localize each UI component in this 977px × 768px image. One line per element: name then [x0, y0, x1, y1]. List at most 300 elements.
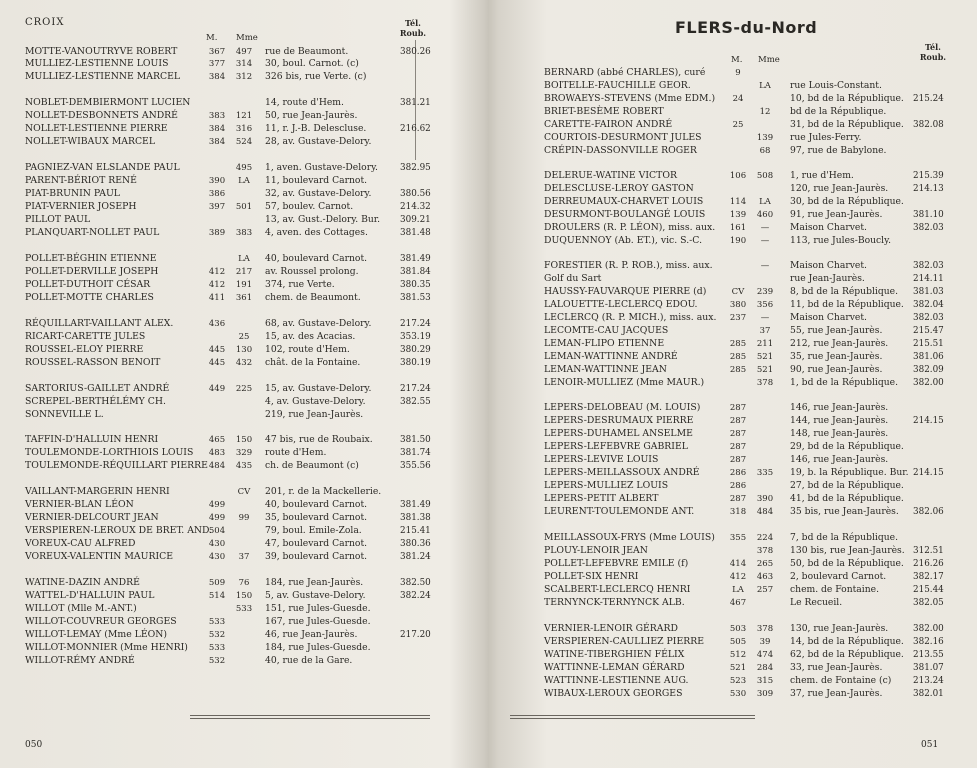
left-bottom-rule-2: [190, 718, 430, 719]
directory-entry: [500, 67, 977, 79]
directory-entry: [500, 235, 977, 247]
entry-name: LALOUETTE-LECLERCQ EDOU.: [544, 299, 698, 310]
right-bottom-rule: [510, 715, 755, 716]
entry-name: MOTTE-VANOUTRYVE ROBERT: [25, 46, 178, 57]
entry-mme-code: 224: [756, 533, 774, 543]
directory-entry: [500, 299, 977, 311]
entry-phone: 382.16: [913, 637, 944, 647]
entry-phone: 309.21: [400, 215, 431, 225]
directory-entry: [0, 292, 462, 304]
directory-entry: [0, 447, 462, 459]
entry-m-code: 237: [729, 313, 747, 323]
directory-entry: [0, 71, 462, 83]
entry-name: CARETTE-FAIRON ANDRÉ: [544, 119, 673, 130]
entry-phone: 355.56: [400, 461, 431, 471]
entry-address: 55, rue Jean-Jaurès.: [790, 325, 883, 336]
entry-address: 68, av. Gustave-Delory.: [265, 318, 372, 329]
entry-m-code: 287: [729, 403, 747, 413]
directory-entry: [0, 642, 462, 654]
entry-m-code: 514: [208, 591, 226, 601]
directory-entry: [500, 688, 977, 700]
directory-entry: [0, 460, 462, 472]
entry-address: 7, bd de la République.: [790, 532, 899, 543]
entry-phone: 217.24: [400, 384, 431, 394]
entry-name: SARTORIUS-GAILLET ANDRÉ: [25, 383, 170, 394]
entry-mme-code: 508: [756, 171, 774, 181]
entry-mme-code: —: [760, 223, 770, 233]
entry-name: VERSPIEREN-CAULLIEZ PIERRE: [544, 636, 705, 647]
left-col-mme-heading: Mme: [236, 33, 258, 43]
entry-address: 148, rue Jean-Jaurès.: [790, 428, 889, 439]
entry-mme-code: 484: [756, 507, 774, 517]
directory-entry: [0, 577, 462, 589]
entry-m-code: 287: [729, 494, 747, 504]
entry-name: POLLET-MOTTE CHARLES: [25, 292, 154, 303]
entry-address: 33, rue Jean-Jaurès.: [790, 662, 883, 673]
directory-entry: [500, 273, 977, 285]
entry-phone: 380.29: [400, 345, 431, 355]
entry-address: 28, av. Gustave-Delory.: [265, 136, 372, 147]
entry-address: 151, rue Jules-Guesde.: [265, 603, 371, 614]
entry-name: WATINE-DAZIN ANDRÉ: [25, 577, 140, 588]
entry-address: 35 bis, rue Jean-Jaurès.: [790, 506, 899, 517]
directory-entry: [0, 175, 462, 187]
directory-entry: [0, 486, 462, 498]
entry-address: chem. de Fontaine (c): [790, 675, 892, 686]
entry-m-code: 532: [208, 630, 226, 640]
directory-entry: [500, 377, 977, 389]
entry-mme-code: 12: [759, 107, 771, 117]
entry-address: chem. de Beaumont.: [265, 292, 361, 303]
entry-mme-code: CV: [237, 487, 251, 497]
entry-phone: 381.74: [400, 448, 431, 458]
entry-m-code: 139: [729, 210, 747, 220]
entry-name: LEMAN-WATTINNE JEAN: [544, 364, 667, 375]
entry-m-code: 377: [208, 59, 226, 69]
directory-entry: [500, 170, 977, 182]
directory-entry: [500, 428, 977, 440]
entry-mme-code: 378: [756, 546, 774, 556]
entry-name: NOLLET-LESTIENNE PIERRE: [25, 123, 168, 134]
entry-name: SONNEVILLE L.: [25, 409, 104, 420]
directory-entry: [500, 145, 977, 157]
right-page-header: FLERS-du-Nord: [675, 18, 818, 37]
directory-entry: [0, 655, 462, 667]
entry-name: BRIET-BESÈME ROBERT: [544, 106, 664, 117]
directory-entry: [500, 675, 977, 687]
entry-name: VERNIER-DELCOURT JEAN: [25, 512, 159, 523]
entry-address: 50, rue Jean-Jaurès.: [265, 110, 358, 121]
entry-mme-code: 501: [235, 202, 253, 212]
entry-phone: 382.03: [913, 261, 944, 271]
directory-entry: [500, 597, 977, 609]
directory-entry: [0, 396, 462, 408]
entry-phone: 215.41: [400, 526, 431, 536]
directory-entry: [0, 136, 462, 148]
entry-phone: 381.21: [400, 98, 431, 108]
entry-m-code: 384: [208, 137, 226, 147]
directory-entry: [500, 312, 977, 324]
entry-m-code: 285: [729, 339, 747, 349]
directory-entry: [0, 434, 462, 446]
entry-name: SCREPEL-BERTHÉLÉMY CH.: [25, 396, 166, 407]
entry-mme-code: 315: [756, 676, 774, 686]
entry-address: 184, rue Jules-Guesde.: [265, 642, 371, 653]
entry-name: MULLIEZ-LESTIENNE LOUIS: [25, 58, 169, 69]
entry-mme-code: 524: [235, 137, 253, 147]
left-page: [0, 0, 462, 768]
entry-name: RICART-CARETTE JULES: [25, 331, 146, 342]
directory-entry: [500, 325, 977, 337]
directory-entry: [0, 616, 462, 628]
entry-phone: 213.55: [913, 650, 944, 660]
entry-mme-code: 37: [759, 326, 771, 336]
directory-entry: [0, 331, 462, 343]
entry-m-code: 412: [208, 267, 226, 277]
entry-mme-code: 356: [756, 300, 774, 310]
entry-phone: 380.26: [400, 47, 431, 57]
entry-address: 19, b. la République. Bur.: [790, 467, 909, 478]
directory-entry: [500, 506, 977, 518]
entry-address: Maison Charvet.: [790, 312, 867, 323]
entry-m-code: 397: [208, 202, 226, 212]
directory-entry: [0, 201, 462, 213]
entry-name: TAFFIN-D'HALLUIN HENRI: [25, 434, 159, 445]
entry-address: 32, av. Gustave-Delory.: [265, 188, 372, 199]
entry-address: 97, rue de Babylone.: [790, 145, 887, 156]
entry-name: VERNIER-LENOIR GÉRARD: [544, 623, 678, 634]
entry-mme-code: 76: [238, 578, 250, 588]
entry-address: Maison Charvet.: [790, 222, 867, 233]
entry-address: 4, aven. des Cottages.: [265, 227, 368, 238]
entry-m-code: 430: [208, 539, 226, 549]
entry-address: 31, bd de la République.: [790, 119, 904, 130]
entry-phone: 215.24: [913, 94, 944, 104]
entry-mme-code: 383: [235, 228, 253, 238]
entry-name: DERREUMAUX-CHARVET LOUIS: [544, 196, 704, 207]
right-page: [500, 0, 977, 768]
entry-mme-code: 257: [756, 585, 774, 595]
entry-m-code: 389: [208, 228, 226, 238]
directory-entry: [0, 409, 462, 421]
entry-name: ROUSSEL-RASSON BENOIT: [25, 357, 161, 368]
entry-mme-code: 474: [756, 650, 774, 660]
entry-address: ch. de Beaumont (c): [265, 460, 359, 471]
entry-m-code: LA: [732, 585, 744, 595]
directory-entry: [500, 209, 977, 221]
entry-address: 1, bd de la République.: [790, 377, 899, 388]
entry-phone: 381.38: [400, 513, 431, 523]
entry-m-code: 318: [729, 507, 747, 517]
entry-phone: 382.01: [913, 689, 944, 699]
entry-phone: 216.26: [913, 559, 944, 569]
entry-address: chem. de Fontaine.: [790, 584, 879, 595]
directory-entry: [0, 538, 462, 550]
entry-address: 130 bis, rue Jean-Jaurès.: [790, 545, 905, 556]
entry-m-code: 286: [729, 481, 747, 491]
entry-m-code: 503: [729, 624, 747, 634]
directory-entry: [0, 499, 462, 511]
entry-m-code: 25: [732, 120, 744, 130]
entry-name: LEMAN-WATTINNE ANDRÉ: [544, 351, 678, 362]
entry-name: LEPERS-DELOBEAU (M. LOUIS): [544, 402, 701, 413]
entry-address: 374, rue Verte.: [265, 279, 335, 290]
entry-mme-code: 361: [235, 293, 253, 303]
entry-m-code: 412: [729, 572, 747, 582]
entry-address: rue de Beaumont.: [265, 46, 349, 57]
entry-m-code: 445: [208, 358, 226, 368]
entry-name: LEPERS-LEVIVE LOUIS: [544, 454, 659, 465]
entry-name: RÉQUILLART-VAILLANT ALEX.: [25, 318, 174, 329]
directory-entry: [500, 584, 977, 596]
entry-phone: 381.06: [913, 352, 944, 362]
entry-address: 47 bis, rue de Roubaix.: [265, 434, 373, 445]
entry-mme-code: 225: [235, 384, 253, 394]
entry-address: 146, rue Jean-Jaurès.: [790, 454, 889, 465]
directory-entry: [500, 402, 977, 414]
entry-m-code: 390: [208, 176, 226, 186]
entry-mme-code: 139: [756, 133, 774, 143]
entry-phone: 382.95: [400, 163, 431, 173]
left-bottom-rule: [190, 715, 430, 716]
entry-name: LECOMTE-CAU JACQUES: [544, 325, 669, 336]
entry-mme-code: 495: [235, 163, 253, 173]
entry-mme-code: 521: [756, 365, 774, 375]
entry-address: 1, aven. Gustave-Delory.: [265, 162, 378, 173]
entry-m-code: 533: [208, 643, 226, 653]
entry-mme-code: 390: [756, 494, 774, 504]
entry-address: 4, av. Gustave-Delory.: [265, 396, 366, 407]
right-col-mme-heading: Mme: [758, 55, 780, 65]
entry-name: POLLET-DUTHOIT CÉSAR: [25, 279, 151, 290]
left-col-m-heading: M.: [206, 33, 218, 43]
entry-address: 91, rue Jean-Jaurès.: [790, 209, 883, 220]
entry-address: 146, rue Jean-Jaurès.: [790, 402, 889, 413]
entry-phone: 214.32: [400, 202, 431, 212]
entry-m-code: 286: [729, 468, 747, 478]
entry-name: PAGNIEZ-VAN ELSLANDE PAUL: [25, 162, 180, 173]
directory-entry: [500, 441, 977, 453]
entry-name: LEPERS-MEILLASSOUX ANDRÉ: [544, 467, 700, 478]
entry-m-code: 532: [208, 656, 226, 666]
entry-m-code: 499: [208, 513, 226, 523]
entry-phone: 381.24: [400, 552, 431, 562]
right-bottom-rule-2: [510, 718, 755, 719]
entry-m-code: 411: [208, 293, 226, 303]
entry-m-code: 287: [729, 429, 747, 439]
directory-entry: [500, 662, 977, 674]
entry-name: VOREUX-VALENTIN MAURICE: [25, 551, 174, 562]
entry-mme-code: 497: [235, 47, 253, 57]
entry-address: 35, rue Jean-Jaurès.: [790, 351, 883, 362]
directory-entry: [500, 364, 977, 376]
entry-mme-code: LA: [759, 81, 771, 91]
entry-address: 39, boulevard Carnot.: [265, 551, 368, 562]
directory-entry: [500, 338, 977, 350]
entry-name: PILLOT PAUL: [25, 214, 91, 225]
entry-name: HAUSSY-FAUVARQUE PIERRE (d): [544, 286, 707, 297]
entry-mme-code: 316: [235, 124, 253, 134]
entry-name: VAILLANT-MARGERIN HENRI: [25, 486, 170, 497]
entry-address: chât. de la Fontaine.: [265, 357, 361, 368]
entry-phone: 381.03: [913, 287, 944, 297]
entry-name: POLLET-DERVILLE JOSEPH: [25, 266, 159, 277]
entry-name: LEMAN-FLIPO ETIENNE: [544, 338, 665, 349]
entry-m-code: 414: [729, 559, 747, 569]
entry-name: PIAT-VERNIER JOSEPH: [25, 201, 137, 212]
directory-entry: [500, 532, 977, 544]
entry-phone: 381.50: [400, 435, 431, 445]
entry-address: 41, bd de la République.: [790, 493, 904, 504]
entry-phone: 382.50: [400, 578, 431, 588]
directory-entry: [500, 545, 977, 557]
entry-name: WATTEL-D'HALLUIN PAUL: [25, 590, 155, 601]
entry-mme-code: 378: [756, 378, 774, 388]
entry-mme-code: 309: [756, 689, 774, 699]
entry-phone: 214.13: [913, 184, 944, 194]
directory-entry: [0, 318, 462, 330]
entry-address: 212, rue Jean-Jaurès.: [790, 338, 889, 349]
directory-entry: [500, 623, 977, 635]
entry-mme-code: 239: [756, 287, 774, 297]
entry-m-code: 285: [729, 365, 747, 375]
directory-entry: [0, 46, 462, 58]
directory-entry: [0, 123, 462, 135]
entry-name: MULLIEZ-LESTIENNE MARCEL: [25, 71, 181, 82]
entry-phone: 213.24: [913, 676, 944, 686]
entry-name: DELESCLUSE-LEROY GASTON: [544, 183, 694, 194]
entry-address: 50, bd de la République.: [790, 558, 904, 569]
entry-address: 27, bd de la République.: [790, 480, 904, 491]
directory-entry: [500, 260, 977, 272]
directory-entry: [0, 279, 462, 291]
entry-mme-code: 150: [235, 591, 253, 601]
entry-name: BOITELLE-FAUCHILLE GEOR.: [544, 80, 691, 91]
entry-address: rue Louis-Constant.: [790, 80, 882, 91]
entry-address: 57, boulev. Carnot.: [265, 201, 354, 212]
entry-mme-code: 37: [238, 552, 250, 562]
entry-mme-code: 335: [756, 468, 774, 478]
entry-mme-code: 211: [756, 339, 774, 349]
directory-entry: [500, 636, 977, 648]
entry-name: WILLOT-LEMAY (Mme LÉON): [25, 629, 168, 640]
entry-m-code: 9: [735, 68, 741, 78]
left-col-tel-heading: Tél. Roub.: [399, 18, 427, 38]
entry-address: 14, route d'Hem.: [265, 97, 344, 108]
entry-name: BERNARD (abbé CHARLES), curé: [544, 67, 706, 78]
entry-name: BROWAEYS-STEVENS (Mme EDM.): [544, 93, 716, 104]
entry-name: DROULERS (R. P. LÉON), miss. aux.: [544, 222, 716, 233]
entry-name: PARENT-BÉRIOT RENÉ: [25, 175, 137, 186]
directory-entry: [500, 571, 977, 583]
entry-name: LEPERS-DESRUMAUX PIERRE: [544, 415, 694, 426]
directory-entry: [500, 467, 977, 479]
entry-address: 90, rue Jean-Jaurès.: [790, 364, 883, 375]
entry-address: 1, rue d'Hem.: [790, 170, 854, 181]
entry-name: POLLET-LEFEBVRE EMILE (f): [544, 558, 689, 569]
entry-mme-code: 39: [759, 637, 771, 647]
entry-mme-code: 435: [235, 461, 253, 471]
entry-name: VERNIER-BLAN LÉON: [25, 499, 134, 510]
directory-entry: [500, 558, 977, 570]
entry-address: 201, r. de la Mackellerie.: [265, 486, 382, 497]
entry-address: 326 bis, rue Verte. (c): [265, 71, 367, 82]
entry-mme-code: 130: [235, 345, 253, 355]
entry-name: POLLET-BÉGHIN ETIENNE: [25, 253, 157, 264]
entry-phone: 382.17: [913, 572, 944, 582]
entry-phone: 381.07: [913, 663, 944, 673]
directory-entry: [0, 188, 462, 200]
entry-mme-code: 284: [756, 663, 774, 673]
entry-m-code: 523: [729, 676, 747, 686]
entry-m-code: 521: [729, 663, 747, 673]
directory-entry: [0, 266, 462, 278]
entry-m-code: 161: [729, 223, 747, 233]
entry-name: WILLOT (Mlle M.-ANT.): [25, 603, 137, 614]
directory-entry: [500, 106, 977, 118]
entry-phone: 215.51: [913, 339, 944, 349]
entry-name: MEILLASSOUX-FRYS (Mme LOUIS): [544, 532, 715, 543]
entry-address: route d'Hem.: [265, 447, 327, 458]
entry-name: TOULEMONDE-RÉQUILLART PIERRE: [25, 460, 208, 471]
directory-entry: [0, 525, 462, 537]
entry-m-code: 467: [729, 598, 747, 608]
entry-address: 2, boulevard Carnot.: [790, 571, 887, 582]
entry-m-code: 449: [208, 384, 226, 394]
entry-m-code: 355: [729, 533, 747, 543]
entry-mme-code: 150: [235, 435, 253, 445]
directory-entry: [0, 603, 462, 615]
entry-name: WILLOT-MONNIER (Mme HENRI): [25, 642, 188, 653]
entry-mme-code: 521: [756, 352, 774, 362]
entry-phone: 380.35: [400, 280, 431, 290]
entry-phone: 382.05: [913, 598, 944, 608]
entry-name: DUQUENNOY (Ab. ET.), vic. S.-C.: [544, 235, 703, 246]
entry-m-code: 512: [729, 650, 747, 660]
entry-name: WIBAUX-LEROUX GEORGES: [544, 688, 683, 699]
entry-m-code: 106: [729, 171, 747, 181]
entry-phone: 214.15: [913, 468, 944, 478]
directory-entry: [500, 119, 977, 131]
directory-entry: [500, 93, 977, 105]
entry-phone: 214.11: [913, 274, 944, 284]
entry-m-code: 114: [729, 197, 747, 207]
entry-phone: 381.48: [400, 228, 431, 238]
directory-entry: [0, 253, 462, 265]
entry-m-code: 285: [729, 352, 747, 362]
entry-name: VOREUX-CAU ALFRED: [25, 538, 136, 549]
entry-m-code: 530: [729, 689, 747, 699]
entry-m-code: 367: [208, 47, 226, 57]
entry-name: DELERUE-WATINE VICTOR: [544, 170, 677, 181]
entry-address: 13, av. Gust.-Delory. Bur.: [265, 214, 381, 225]
entry-name: WATTINNE-LESTIENNE AUG.: [544, 675, 689, 686]
directory-entry: [500, 649, 977, 661]
entry-phone: 214.15: [913, 416, 944, 426]
entry-address: 46, rue Jean-Jaurès.: [265, 629, 358, 640]
entry-m-code: 504: [208, 526, 226, 536]
entry-mme-code: 99: [238, 513, 250, 523]
entry-address: 120, rue Jean-Jaurès.: [790, 183, 889, 194]
entry-phone: 381.84: [400, 267, 431, 277]
right-page-number: 051: [921, 740, 939, 750]
entry-phone: 382.00: [913, 624, 944, 634]
entry-m-code: 380: [729, 300, 747, 310]
entry-name: Golf du Sart: [544, 273, 602, 284]
entry-phone: 380.36: [400, 539, 431, 549]
directory-entry: [500, 480, 977, 492]
entry-m-code: 24: [732, 94, 744, 104]
